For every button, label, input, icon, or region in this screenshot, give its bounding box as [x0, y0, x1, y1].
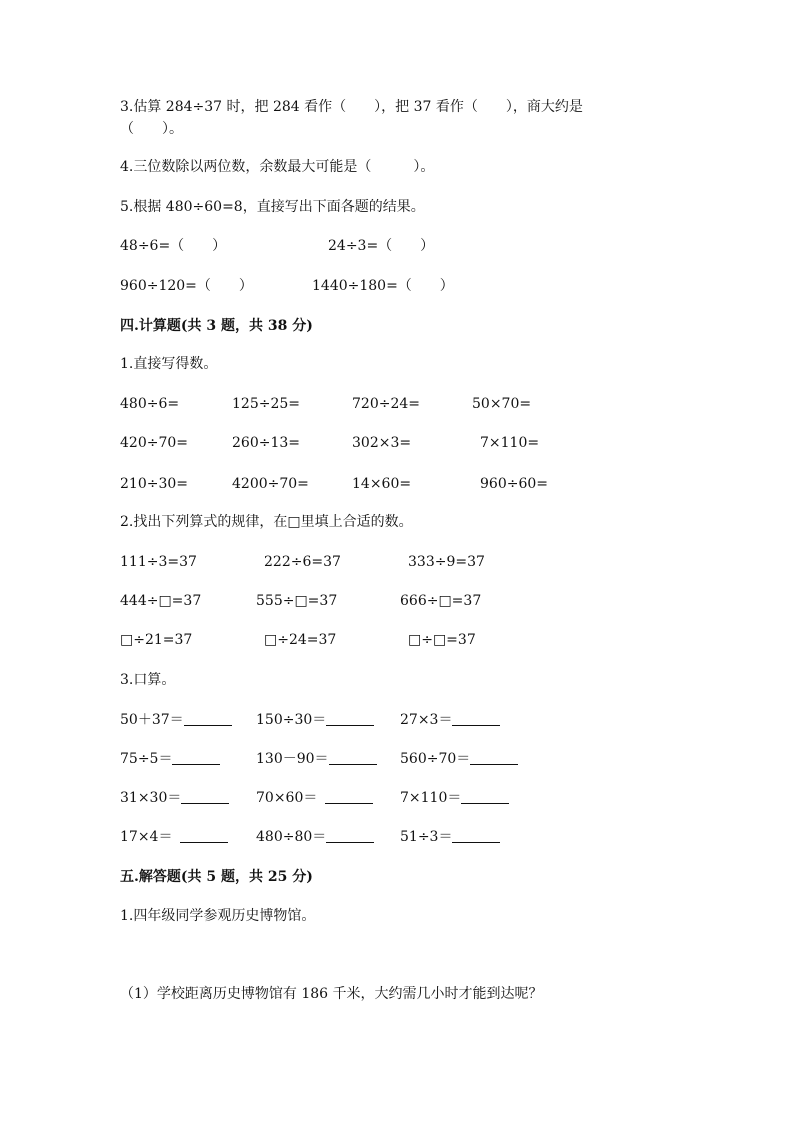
question-4: 4.三位数除以两位数，余数最大可能是（ ）。: [120, 159, 435, 175]
calc-item: 125÷25=: [232, 396, 300, 412]
calc-item: 210÷30=: [120, 476, 188, 492]
pattern-item: 333÷9=37: [408, 554, 485, 570]
answer-blank[interactable]: [329, 750, 377, 765]
q5-item: 960÷120=（ ）: [120, 278, 253, 294]
calc-item: 50×70=: [472, 396, 532, 412]
oral-calc-item: 51÷3＝: [400, 827, 500, 847]
answer-blank[interactable]: [184, 711, 232, 726]
answer-blank[interactable]: [172, 750, 220, 765]
answer-blank[interactable]: [181, 789, 229, 804]
s4-p3-title: 3.口算。: [120, 672, 176, 688]
q5-item: 24÷3=（ ）: [328, 238, 435, 254]
s5-p1-subquestion: （1）学校距离历史博物馆有 186 千米，大约需几小时才能到达呢？: [120, 986, 543, 1002]
oral-calc-item: 75÷5＝: [120, 749, 220, 769]
q5-item: 1440÷180=（ ）: [312, 278, 454, 294]
calc-item: 302×3=: [352, 435, 412, 451]
calc-item: 480÷6=: [120, 396, 180, 412]
q3-line-1: 3.估算 284÷37 时，把 284 看作（ ），把 37 看作（ ），商大约是: [120, 99, 583, 115]
answer-blank[interactable]: [326, 828, 374, 843]
answer-blank[interactable]: [180, 828, 228, 843]
pattern-item: 111÷3=37: [120, 554, 197, 570]
pattern-item: 444÷□=37: [120, 593, 202, 609]
calc-item: 420÷70=: [120, 435, 188, 451]
calc-item: 7×110=: [480, 435, 540, 451]
answer-blank[interactable]: [325, 789, 373, 804]
q5-item: 48÷6=（ ）: [120, 238, 227, 254]
pattern-item: □÷24=37: [264, 632, 337, 648]
section-4-title: 四.计算题(共 3 题，共 38 分): [120, 318, 313, 334]
answer-blank[interactable]: [461, 789, 509, 804]
oral-calc-item: 150÷30＝: [256, 710, 374, 730]
answer-blank[interactable]: [326, 711, 374, 726]
oral-calc-item: 560÷70＝: [400, 749, 518, 769]
pattern-item: 666÷□=37: [400, 593, 482, 609]
answer-blank[interactable]: [452, 711, 500, 726]
q5-title: 5.根据 480÷60=8，直接写出下面各题的结果。: [120, 199, 425, 215]
calc-item: 4200÷70=: [232, 476, 309, 492]
s5-p1-title: 1.四年级同学参观历史博物馆。: [120, 908, 316, 924]
pattern-item: 222÷6=37: [264, 554, 341, 570]
calc-item: 960÷60=: [480, 476, 548, 492]
pattern-item: 555÷□=37: [256, 593, 338, 609]
s4-p1-title: 1.直接写得数。: [120, 356, 218, 372]
calc-item: 720÷24=: [352, 396, 420, 412]
answer-blank[interactable]: [452, 828, 500, 843]
calc-item: 260÷13=: [232, 435, 300, 451]
oral-calc-item: 27×3＝: [400, 710, 500, 730]
q3-line-2: （ ）。: [120, 121, 183, 137]
pattern-item: □÷21=37: [120, 632, 193, 648]
oral-calc-item: 31×30＝: [120, 788, 229, 808]
s4-p2-title: 2.找出下列算式的规律，在□里填上合适的数。: [120, 514, 413, 530]
calc-item: 14×60=: [352, 476, 412, 492]
oral-calc-item: 70×60＝: [256, 788, 373, 808]
section-5-title: 五.解答题(共 5 题，共 25 分): [120, 869, 313, 885]
oral-calc-item: 7×110＝: [400, 788, 509, 808]
oral-calc-item: 17×4＝: [120, 827, 228, 847]
pattern-item: □÷□=37: [408, 632, 476, 648]
answer-blank[interactable]: [470, 750, 518, 765]
oral-calc-item: 480÷80＝: [256, 827, 374, 847]
oral-calc-item: 130－90＝: [256, 749, 377, 769]
oral-calc-item: 50＋37＝: [120, 710, 232, 730]
